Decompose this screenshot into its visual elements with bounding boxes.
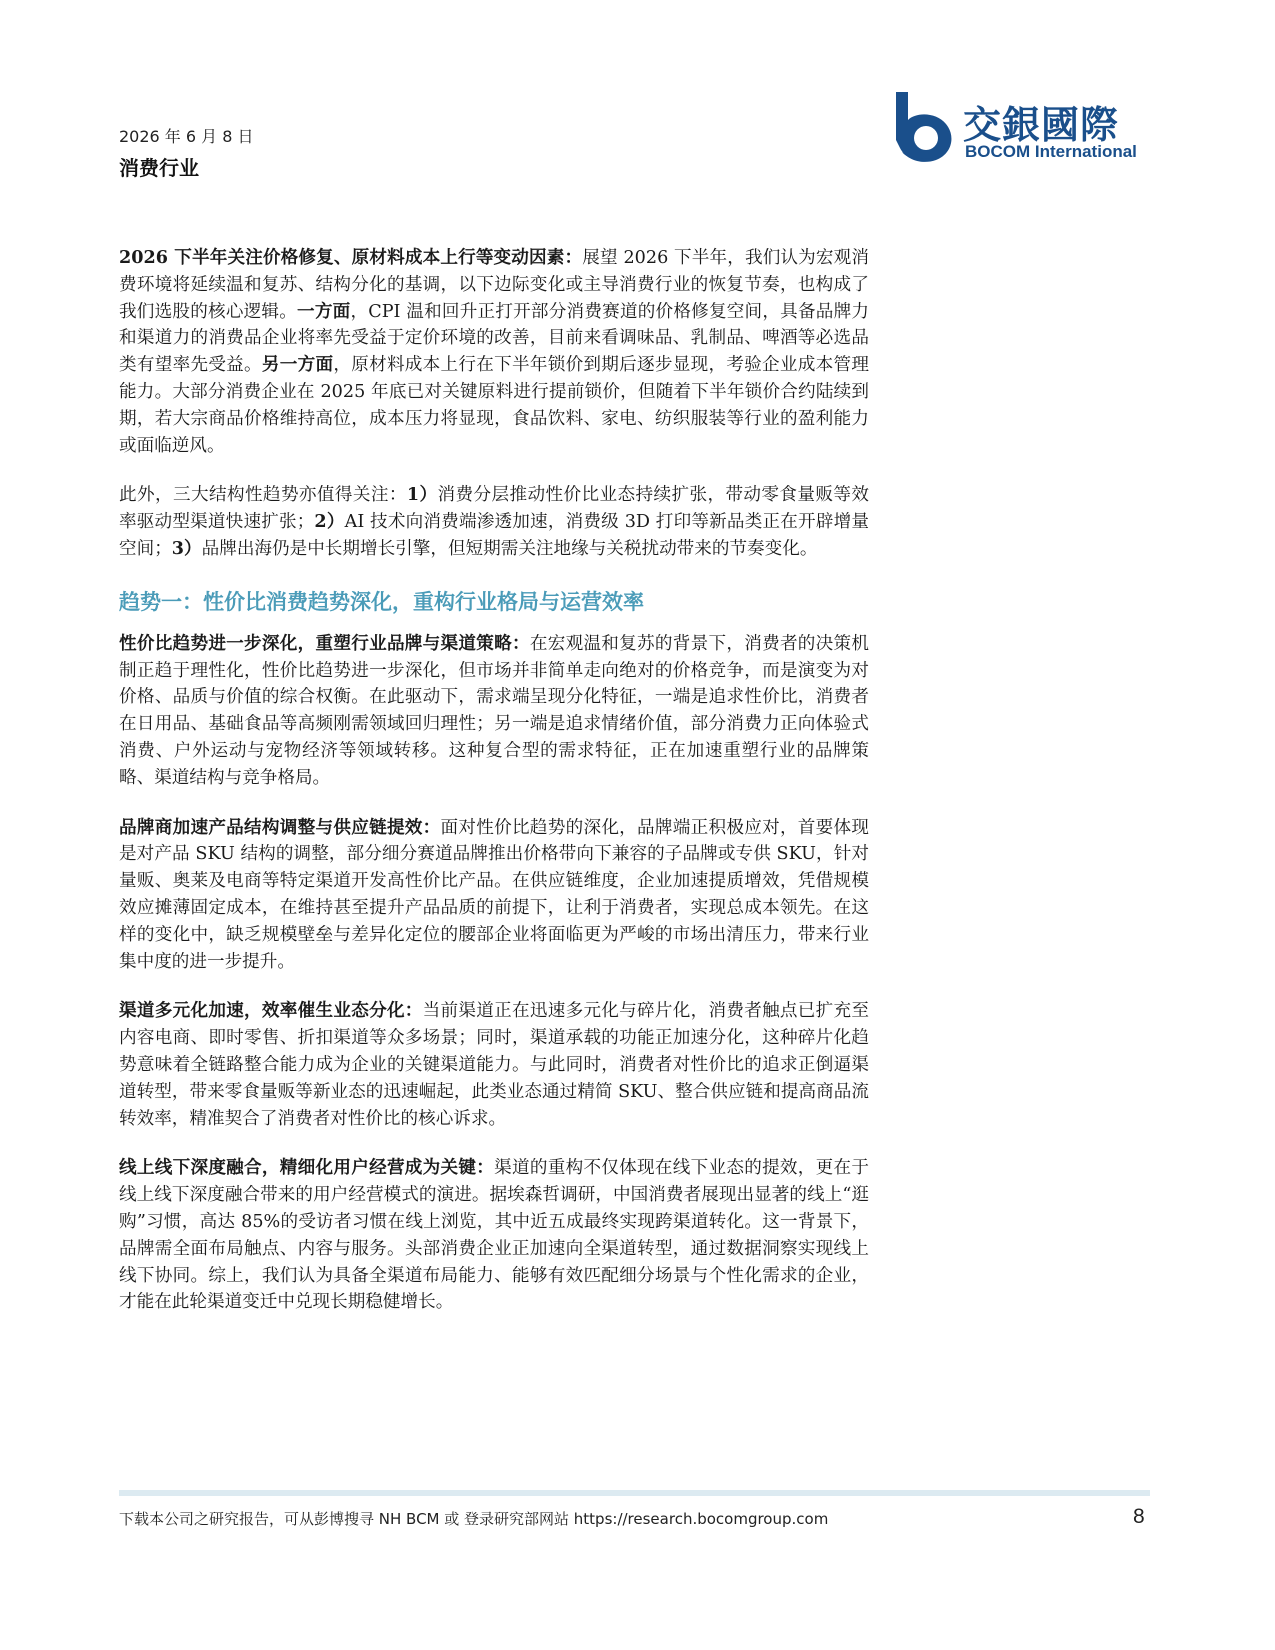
paragraph-value-trend <box>119 631 869 792</box>
paragraph-text: ，CPI 温和回升正打开部分消费赛道的价格修复空间，具备品牌力和渠道力的消费品企业将率先受益于定价环境的改善，目前来看调味品、乳制品、啤酒等必选品类有望率先受益。 <box>119 301 869 376</box>
header-industry: 消费行业 <box>119 156 199 180</box>
paragraph-text: 此外，三大结构性趋势亦值得关注： <box>119 485 407 506</box>
paragraph-brand-supply-chain <box>119 815 869 976</box>
bocom-logo <box>888 90 1148 170</box>
paragraph-text: 品牌出海仍是中长期增长引擎，但短期需关注地缘与关税扰动带来的节奏变化。 <box>201 538 818 559</box>
emphasis-text: 一方面 <box>297 300 351 322</box>
paragraph-channel-diversification <box>119 998 869 1132</box>
paragraph-text: 在宏观温和复苏的背景下，消费者的决策机制正趋于理性化，性价比趋势进一步深化，但市场并非简单走向绝对的价格竞争，而是演变为对价格、品质与价值的综合权衡。在此驱动下，需求端呈现分化特征，一端是追求性价比，消费者在日用品、基础食品等高频刚需领域回归理性；另一端是追求情绪价值，部分消费力正向体验式消费、户外运动与宠物经济等领域转移。这种复合型的需求特征，正在加速重塑行业的品牌策略、渠道结构与竞争格局。 <box>119 633 869 788</box>
header-date: 2026 年 6 月 8 日 <box>119 127 254 146</box>
paragraph-structural-trends <box>119 482 869 562</box>
paragraph-lead: 2026 下半年关注价格修复、原材料成本上行等变动因素： <box>119 247 583 268</box>
footer-divider <box>119 1490 1150 1496</box>
section-heading: 趋势一：性价比消费趋势深化，重构行业格局与运营效率 <box>119 589 644 614</box>
list-marker: 3） <box>171 537 202 559</box>
paragraph-text: 面对性价比趋势的深化，品牌端正积极应对，首要体现是对产品 SKU 结构的调整，部分细分赛道品牌推出价格带向下兼容的子品牌或专供 SKU，针对量贩、奥莱及电商等特定渠道开发高性价比产品。在供应链维度，企业加速提质增效，凭借规模效应摊薄固定成本，在维持甚至提升产品品质的前提下，让利于消费者，实现总成本领先。在这样的变化中，缺乏规模壁垒与差异化定位的腰部企业将面临更为严峻的市场出清压力，带来行业集中度的进一步提升。 <box>119 817 869 972</box>
logo-english-name: BOCOM International <box>965 142 1137 161</box>
list-marker: 2） <box>314 511 345 533</box>
paragraph-text: AI 技术向消费端渗透加速，消费级 3D 打印等新品类正在开辟增量空间； <box>119 512 869 559</box>
paragraph-text: ，原材料成本上行在下半年锁价到期后逐步显现，考验企业成本管理能力。大部分消费企业在 2025 年底已对关键原料进行提前锁价，但随着下半年锁价合约陆续到期，若大宗商品价格维持高位，成本压力将显现，食品饮料、家电、纺织服装等行业的盈利能力或面临逆风。 <box>119 355 869 456</box>
paragraph-lead: 性价比趋势进一步深化，重塑行业品牌与渠道策略： <box>119 632 530 654</box>
paragraph-lead: 渠道多元化加速，效率催生业态分化： <box>119 1000 423 1022</box>
paragraph-text: 展望 2026 下半年，我们认为宏观消费环境将延续温和复苏、结构分化的基调，以下边际变化或主导消费行业的恢复节奏，也构成了我们选股的核心逻辑。 <box>119 248 869 322</box>
footer-download-note: 下载本公司之研究报告，可从彭博搜寻 NH BCM 或 登录研究部网站 https://research.bocomgroup.com <box>119 1510 829 1528</box>
paragraph-text: 消费分层推动性价比业态持续扩张，带动零食量贩等效率驱动型渠道快速扩张； <box>119 485 869 533</box>
paragraph-text: 渠道的重构不仅体现在线下业态的提效，更在于线上线下深度融合带来的用户经营模式的演进。据埃森哲调研，中国消费者展现出显著的线上“逛购”习惯，高达 85%的受访者习惯在线上浏览，其中近五成最终实现跨渠道转化。这一背景下，品牌需全面布局触点、内容与服务。头部消费企业正加速向全渠道转型，通过数据洞察实现线上线下协同。综上，我们认为具备全渠道布局能力、能够有效匹配细分场景与个性化需求的企业，才能在此轮渠道变迁中兑现长期稳健增长。 <box>119 1158 869 1313</box>
bocom-logo-icon <box>888 90 960 164</box>
logo-chinese-name: 交銀國際 <box>963 103 1120 147</box>
paragraph-lead: 线上线下深度融合，精细化用户经营成为关键： <box>119 1157 495 1179</box>
report-body <box>119 245 869 1339</box>
paragraph-text: 当前渠道正在迅速多元化与碎片化，消费者触点已扩充至内容电商、即时零售、折扣渠道等众多场景；同时，渠道承载的功能正加速分化，这种碎片化趋势意味着全链路整合能力成为企业的关键渠道能力。与此同时，消费者对性价比的追求正倒逼渠道转型，带来零食量贩等新业态的迅速崛起，此类业态通过精简 SKU、整合供应链和提高商品流转效率，精准契合了消费者对性价比的核心诉求。 <box>119 1001 869 1129</box>
list-marker: 1） <box>406 484 438 506</box>
paragraph-omnichannel <box>119 1155 869 1316</box>
paragraph-lead: 品牌商加速产品结构调整与供应链提效： <box>119 816 441 838</box>
page-number: 8 <box>1133 1505 1145 1528</box>
emphasis-text: 另一方面 <box>261 354 334 376</box>
paragraph-outlook <box>119 245 869 459</box>
